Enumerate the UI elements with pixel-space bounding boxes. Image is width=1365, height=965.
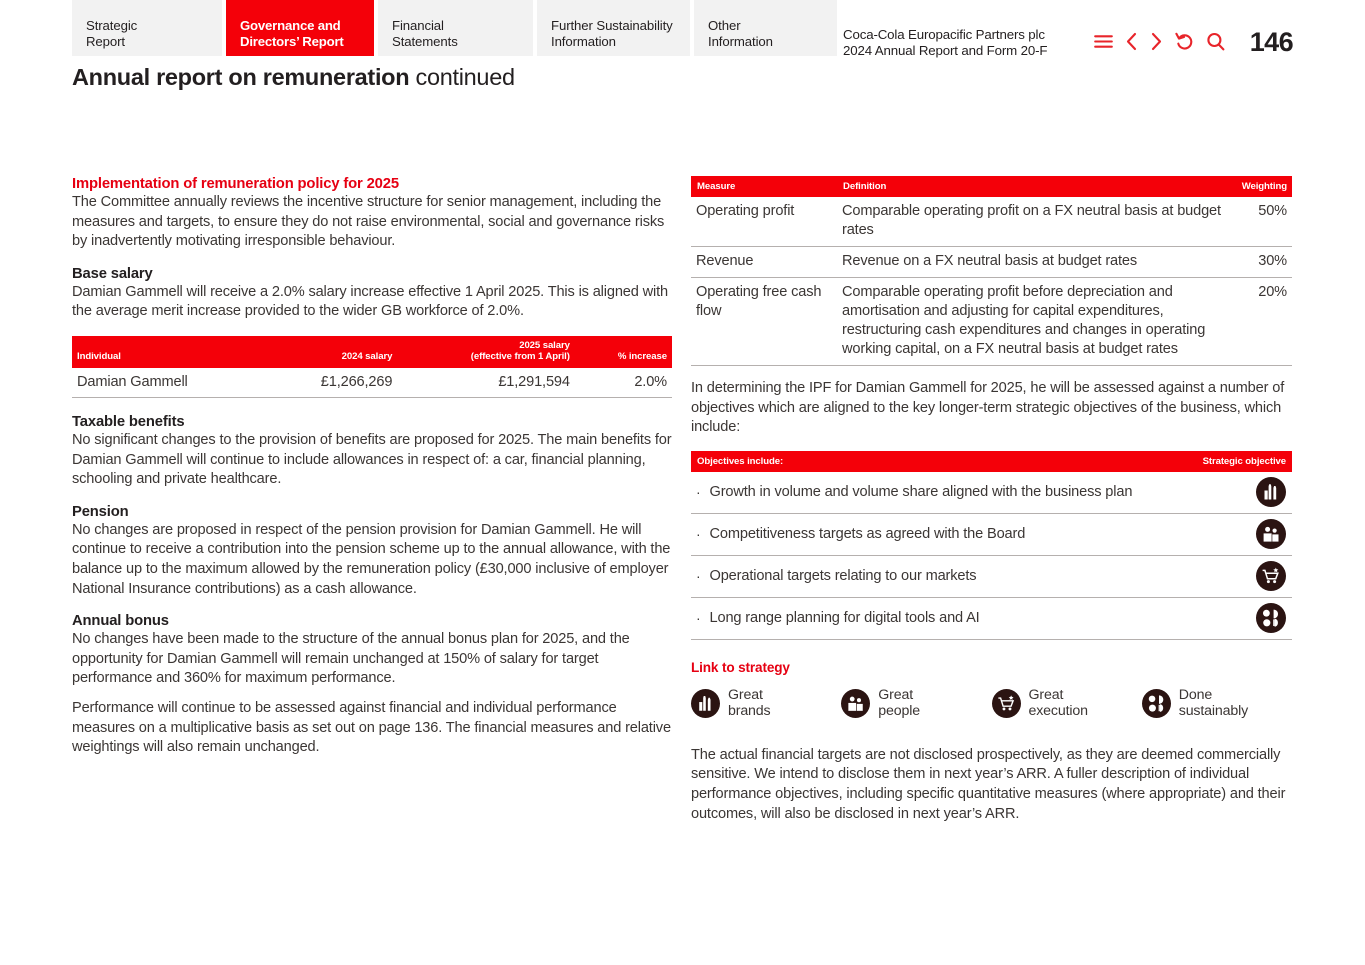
tab-label-line2: Directors’ Report	[240, 33, 344, 49]
strategy-item-label	[728, 687, 770, 720]
measure-weighting: 50%	[1232, 197, 1292, 247]
strategy-label-line2: brands	[728, 703, 771, 720]
annual-bonus-paragraph-2: Performance will continue to be assessed against financial and individual performance measures on a multiplicative basis as set out on page 136. The financial measures and relative weightings will also remain unchanged.	[72, 699, 671, 756]
great-brands-icon	[691, 689, 720, 718]
done-sustainably-icon	[1142, 689, 1171, 718]
bullet-icon: ·	[696, 610, 701, 627]
salary-col-2024: 2024 salary	[266, 336, 398, 368]
list-item	[691, 472, 1292, 514]
salary-table	[72, 336, 672, 398]
salary-col-2025	[398, 336, 576, 368]
strategy-label-line1: Great	[878, 686, 913, 703]
strategy-label-line2: execution	[1028, 703, 1088, 720]
objective-text: Operational targets relating to our markets	[709, 568, 977, 585]
salary-col-2025-line2: (effective from 1 April)	[470, 350, 570, 362]
measure-definition: Revenue on a FX neutral basis at budget rates	[837, 247, 1232, 278]
list-item	[691, 556, 1292, 598]
search-icon[interactable]	[1206, 32, 1225, 51]
tab-further-sustainability-information[interactable]	[537, 0, 690, 56]
salary-table-header-row	[72, 336, 672, 368]
objective-text: Growth in volume and volume share aligned with the business plan	[709, 484, 1133, 501]
salary-table-header	[72, 336, 672, 368]
measures-col-weighting: Weighting	[1232, 176, 1292, 197]
left-column	[72, 176, 672, 758]
great-people-icon	[1256, 519, 1286, 549]
objective-text: Long range planning for digital tools and AI	[709, 610, 980, 627]
list-item	[691, 598, 1292, 640]
strategy-label-line1: Done	[1178, 686, 1213, 703]
objective-text: Competitiveness targets as agreed with the Board	[709, 526, 1026, 543]
objectives-header-right: Strategic objective	[1202, 455, 1286, 467]
measure-weighting: 20%	[1232, 278, 1292, 366]
tab-label-line2: Statements	[392, 33, 458, 49]
great-brands-icon	[1256, 477, 1286, 507]
strategy-label-line2: sustainably	[1178, 703, 1249, 720]
tab-strategic-report[interactable]	[72, 0, 222, 56]
measure-definition: Comparable operating profit before depreciation and amortisation and adjusting for capital expenditures, restructuring cash expenditures and changes in operating working capital, on a FX neutral basis at budget rates	[837, 278, 1232, 366]
done-sustainably-icon	[1256, 603, 1286, 633]
objective-text-wrap	[696, 610, 980, 626]
navigation-icon-group	[1094, 32, 1225, 51]
list-item	[691, 514, 1292, 556]
page-title-continued: continued	[409, 64, 515, 90]
measure-weighting: 30%	[1232, 247, 1292, 278]
link-to-strategy-items	[691, 687, 1292, 720]
table-row	[72, 368, 672, 398]
page-title	[72, 62, 515, 92]
strategy-label-line1: Great	[1028, 686, 1064, 703]
salary-cell-increase: 2.0%	[576, 368, 672, 398]
strategy-item-label	[878, 687, 920, 720]
tab-governance-and-directors-report[interactable]	[226, 0, 374, 56]
salary-col-individual: Individual	[72, 336, 266, 368]
measures-table	[691, 176, 1292, 366]
implementation-paragraph: The Committee annually reviews the incentive structure for senior management, including the measures and targets, to ensure they do not raise environmental, social and governance risks by inadvertently motivating irresponsible behaviour.	[72, 194, 665, 250]
measures-table-header	[691, 176, 1292, 197]
great-people-icon	[841, 689, 870, 718]
bullet-icon: ·	[696, 526, 701, 543]
salary-col-increase: % increase	[576, 336, 672, 368]
measure-definition: Comparable operating profit on a FX neutral basis at budget rates	[837, 197, 1232, 247]
bullet-icon: ·	[696, 568, 701, 585]
salary-col-2025-line1: 2025 salary	[519, 339, 570, 351]
top-navigation-bar	[0, 0, 1365, 56]
page-title-bold: Annual report on remuneration	[72, 64, 410, 90]
measures-col-definition: Definition	[837, 176, 1232, 197]
tab-label-line1: Strategic	[86, 18, 138, 33]
strategy-item-great-brands	[691, 687, 841, 720]
annual-bonus-heading: Annual bonus	[72, 613, 169, 630]
strategy-item-great-execution	[992, 687, 1142, 720]
measures-col-measure: Measure	[691, 176, 837, 197]
objectives-header-left: Objectives include:	[697, 455, 784, 467]
pension-heading: Pension	[72, 503, 129, 520]
measure-name: Operating profit	[691, 197, 837, 247]
document-title	[843, 27, 1047, 59]
undo-icon[interactable]	[1175, 32, 1194, 51]
strategy-item-done-sustainably	[1142, 687, 1292, 720]
prev-page-icon[interactable]	[1125, 32, 1138, 51]
document-title-line2: 2024 Annual Report and Form 20-F	[843, 43, 1048, 58]
implementation-heading: Implementation of remuneration policy for 2025	[72, 176, 399, 192]
tab-label-line1: Financial	[392, 18, 444, 33]
tab-label-line1: Other	[708, 18, 741, 33]
measure-name: Revenue	[691, 247, 837, 278]
tab-label-line1: Governance and	[240, 18, 341, 33]
tab-label-line2: Information	[551, 33, 616, 49]
table-row	[691, 278, 1292, 366]
pension-paragraph: No changes are proposed in respect of the pension provision for Damian Gammell. He will continue to receive a contribution into the pension scheme up to the annual allowance, with the balance up to the maximum allowed by the remuneration policy (£30,000 inclusive of employer National Insurance contributions) as a cash allowance.	[72, 521, 671, 597]
measures-table-header-row	[691, 176, 1292, 197]
great-execution-icon	[1256, 561, 1286, 591]
salary-cell-2024: £1,266,269	[266, 368, 398, 398]
base-salary-paragraph: Damian Gammell will receive a 2.0% salary increase effective 1 April 2025. This is aligned with the average merit increase provided to the wider GB workforce of 2.0%.	[72, 283, 668, 320]
annual-bonus-paragraph-1: No changes have been made to the structure of the annual bonus plan for 2025, and the opportunity for Damian Gammell will remain unchanged at 150% of salary for target performance and 360% for maximum performance.	[72, 631, 630, 687]
tab-other-information[interactable]	[694, 0, 837, 56]
objective-text-wrap	[696, 526, 1025, 542]
table-row	[691, 197, 1292, 247]
salary-cell-2025: £1,291,594	[398, 368, 576, 398]
measure-name: Operating free cash flow	[691, 278, 837, 366]
objective-text-wrap	[696, 568, 976, 584]
ipf-paragraph: In determining the IPF for Damian Gammell for 2025, he will be assessed against a number of objectives which are aligned to the key longer-term strategic objectives of the business, which include:	[691, 380, 1285, 436]
tab-label-line1: Further Sustainability	[551, 18, 673, 33]
bullet-icon: ·	[696, 484, 701, 501]
objectives-table	[691, 451, 1292, 640]
menu-icon[interactable]	[1094, 34, 1113, 49]
taxable-benefits-heading: Taxable benefits	[72, 413, 185, 430]
right-column	[691, 176, 1292, 824]
objectives-table-header	[691, 451, 1292, 472]
closing-paragraph: The actual financial targets are not disclosed prospectively, as they are deemed commercially sensitive. We intend to disclose them in next year’s ARR. A fuller description of individual performance objectives, including specific quantitative measures (where appropriate) and their outcomes, will also be disclosed in next year’s ARR.	[691, 746, 1286, 822]
measures-table-body	[691, 197, 1292, 366]
table-row	[691, 247, 1292, 278]
salary-table-body	[72, 368, 672, 398]
strategy-label-line2: people	[878, 703, 920, 720]
great-execution-icon	[992, 689, 1021, 718]
strategy-item-label	[1179, 687, 1248, 720]
document-title-line1: Coca-Cola Europacific Partners plc	[843, 27, 1045, 42]
page-number: 146	[1249, 27, 1293, 57]
link-to-strategy-title: Link to strategy	[691, 659, 790, 675]
strategy-item-great-people	[841, 687, 991, 720]
objective-text-wrap	[696, 484, 1132, 500]
base-salary-heading: Base salary	[72, 265, 153, 282]
strategy-label-line1: Great	[728, 686, 763, 703]
salary-cell-individual: Damian Gammell	[72, 368, 266, 398]
tab-label-line2: Information	[708, 33, 773, 49]
next-page-icon[interactable]	[1150, 32, 1163, 51]
tab-financial-statements[interactable]	[378, 0, 533, 56]
tab-label-line2: Report	[86, 33, 125, 49]
section-tabs	[72, 0, 841, 56]
strategy-item-label	[1029, 687, 1088, 720]
taxable-benefits-paragraph: No significant changes to the provision of benefits are proposed for 2025. The main benefits for Damian Gammell will continue to include allowances in respect of: a car, financial planning, schooling and private healthcare.	[72, 431, 672, 488]
